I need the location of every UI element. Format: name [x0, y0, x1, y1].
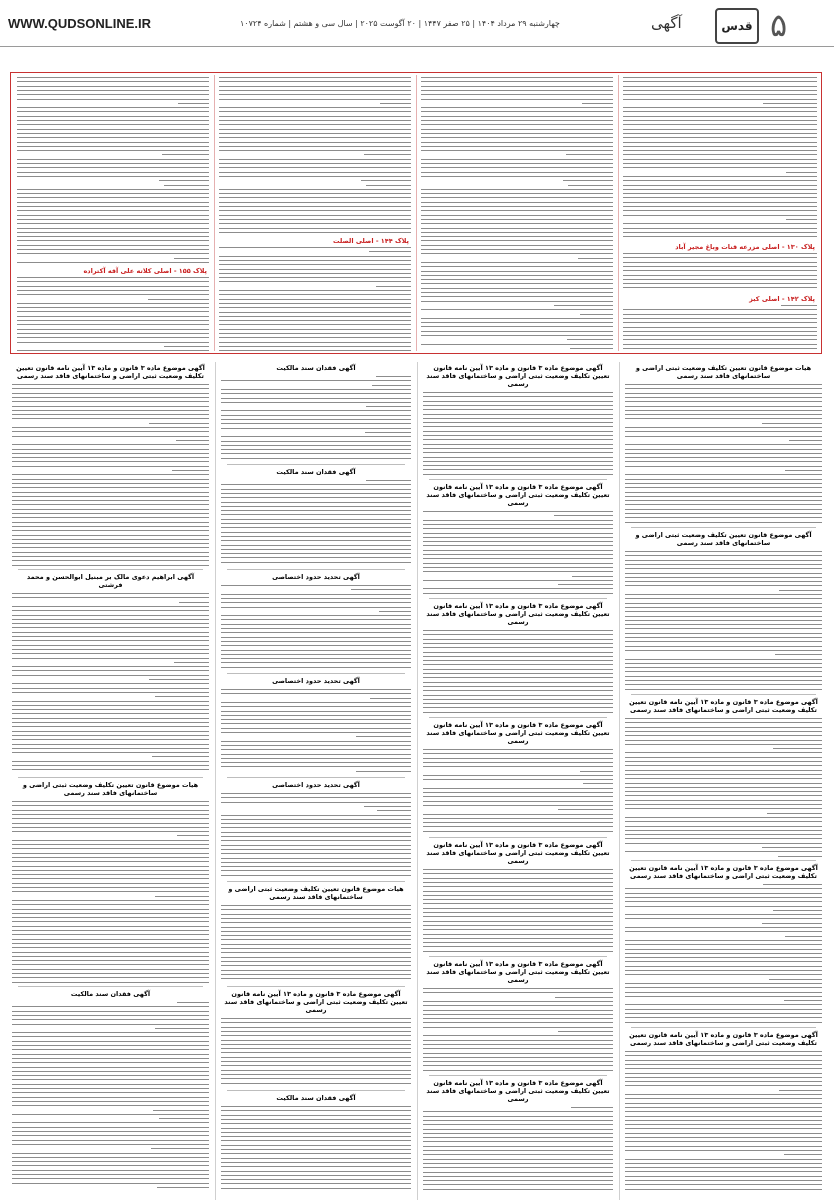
text-line: [421, 331, 613, 332]
text-line: [625, 1184, 822, 1185]
text-line: [221, 1140, 411, 1141]
text-line: [421, 81, 613, 82]
text-line: [625, 1103, 822, 1104]
text-line: [567, 339, 613, 340]
text-line: [219, 316, 411, 317]
text-line: [625, 1124, 822, 1125]
text-line: [580, 314, 613, 315]
section-title: آگهی: [651, 14, 682, 32]
text-line: [17, 277, 209, 278]
text-line: [155, 1028, 209, 1029]
text-line: [12, 1036, 209, 1037]
notice-heading: آگهی موضوع ماده ۳ قانون و ماده ۱۳ آیین نامه قانون تعیین تکلیف وضعیت ثبتی اراضی و ساختمانهای فاقد سند رسمی: [625, 864, 822, 880]
text-line: [625, 1167, 822, 1168]
text-line: [421, 275, 613, 276]
text-line: [421, 292, 613, 293]
notice-heading: آگهی موضوع ماده ۳ قانون و ماده ۱۳ آیین نامه قانون تعیین تکلیف وضعیت ثبتی اراضی و ساختمانهای فاقد سند رسمی: [423, 1079, 613, 1103]
text-line: [423, 1124, 613, 1125]
text-line: [421, 210, 613, 211]
text-line: [421, 318, 613, 319]
text-line: [625, 1068, 822, 1069]
text-line: [12, 1032, 209, 1033]
text-line: [12, 1183, 209, 1184]
text-line: [17, 329, 209, 330]
text-line: [421, 77, 613, 78]
text-line: [625, 1085, 822, 1086]
text-line: [17, 290, 209, 291]
text-line: [219, 260, 411, 261]
notice-heading: آگهی موضوع ماده ۳ قانون و ماده ۱۳ آیین نامه قانون تعیین تکلیف وضعیت ثبتی اراضی و ساختمانهای فاقد سند رسمی: [423, 960, 613, 984]
text-line: [421, 99, 613, 100]
text-line: [153, 1110, 209, 1111]
notice-heading: آگهی موضوع قانون تعیین تکلیف وضعیت ثبتی اراضی و ساختمانهای فاقد سند رسمی: [625, 531, 822, 547]
text-line: [12, 1075, 209, 1076]
text-line: [369, 251, 411, 252]
text-line: [221, 1119, 411, 1120]
plot-heading: پلاک ۱۳۰ - اصلی مزرعه قنات وباغ مجیر آباد: [675, 243, 815, 251]
text-line: [423, 1146, 613, 1147]
text-line: [421, 326, 613, 327]
text-line: [623, 309, 817, 310]
text-line: [423, 1141, 613, 1142]
registration-notices-box: [10, 72, 822, 354]
notice-column-1: [621, 362, 826, 1196]
notice-heading: آگهی تحدید حدود اختصاصی: [221, 677, 411, 685]
text-line: [625, 1133, 822, 1134]
plot-heading: پلاک ۱۵۵ - اصلی کلاته علی آقه آکتراده: [83, 267, 207, 275]
text-line: [12, 1049, 209, 1050]
notice-heading: آگهی فقدان سند مالکیت: [12, 990, 209, 998]
notice-heading: آگهی فقدان سند مالکیت: [221, 468, 411, 476]
text-line: [423, 1120, 613, 1121]
text-line: [12, 1041, 209, 1042]
text-line: [421, 189, 613, 190]
text-line: [221, 1115, 411, 1116]
text-line: [221, 1149, 411, 1150]
text-line: [421, 172, 613, 173]
text-line: [563, 180, 613, 181]
notice-column-2: [419, 362, 617, 1196]
notice-heading: آگهی موضوع ماده ۳ قانون و ماده ۱۳ آیین نامه قانون تعیین تکلیف وضعیت ثبتی اراضی و ساختمانهای فاقد سند رسمی: [625, 698, 822, 714]
text-line: [12, 1135, 209, 1136]
site-url[interactable]: WWW.QUDSONLINE.IR: [8, 16, 151, 31]
notice-heading: آگهی فقدان سند مالکیت: [221, 1094, 411, 1102]
text-line: [221, 1136, 411, 1137]
text-line: [12, 1006, 209, 1007]
text-line: [623, 344, 817, 345]
notice-heading: هیات موضوع قانون تعیین تکلیف وضعیت ثبتی اراضی و ساختمانهای فاقد سند رسمی: [625, 364, 822, 380]
plot-heading: پلاک ۱۴۲ - اصلی کبز: [749, 295, 815, 303]
text-line: [12, 1144, 209, 1145]
top-column-3: [215, 73, 415, 353]
text-line: [12, 1088, 209, 1089]
text-line: [623, 327, 817, 328]
top-column-1: [619, 73, 821, 353]
notice-heading: هیات موضوع قانون تعیین تکلیف وضعیت ثبتی اراضی و ساختمانهای فاقد سند رسمی: [221, 885, 411, 901]
text-line: [625, 1163, 822, 1164]
text-line: [17, 342, 209, 343]
text-line: [12, 1045, 209, 1046]
text-line: [421, 335, 613, 336]
text-line: [423, 1116, 613, 1117]
text-line: [421, 133, 613, 134]
notice-column-3: [217, 362, 415, 1196]
text-line: [623, 331, 817, 332]
text-line: [219, 247, 411, 248]
text-line: [164, 346, 209, 347]
text-line: [625, 1150, 822, 1151]
text-line: [423, 1133, 613, 1134]
notice-heading: آگهی موضوع ماده ۳ قانون و ماده ۱۳ آیین نامه قانون تعیین تکلیف وضعیت ثبتی اراضی و ساختمانهای فاقد سند رسمی: [423, 602, 613, 626]
text-line: [421, 176, 613, 177]
text-line: [421, 232, 613, 233]
text-line: [221, 1128, 411, 1129]
notice-body: [621, 362, 826, 1196]
text-line: [625, 1141, 822, 1142]
notice-heading: آگهی موضوع ماده ۳ قانون و ماده ۱۳ آیین نامه قانون تعیین تکلیف وضعیت ثبتی اراضی و ساختمانهای فاقد سند رسمی: [423, 841, 613, 865]
text-line: [421, 228, 613, 229]
text-line: [421, 253, 613, 254]
text-line: [12, 1092, 209, 1093]
text-line: [625, 1060, 822, 1061]
text-line: [423, 1172, 613, 1173]
text-line: [12, 1084, 209, 1085]
text-line: [421, 124, 613, 125]
text-line: [421, 202, 613, 203]
text-line: [219, 290, 411, 291]
text-line: [421, 249, 613, 250]
text-line: [421, 111, 613, 112]
text-line: [12, 1114, 209, 1115]
text-line: [421, 159, 613, 160]
text-line: [12, 1019, 209, 1020]
text-line: [582, 103, 613, 104]
text-line: [421, 240, 613, 241]
text-line: [148, 299, 209, 300]
text-line: [221, 1110, 411, 1111]
notice-column-4: [8, 362, 213, 1196]
text-line: [623, 318, 817, 319]
text-line: [421, 309, 613, 310]
text-line: [423, 1137, 613, 1138]
text-line: [421, 301, 613, 302]
notice-heading: آگهی ابراهیم دعوی مالک بر مبنیل ابوالحسن و محمد فرشتی: [12, 573, 209, 589]
text-line: [219, 303, 411, 304]
text-line: [423, 1150, 613, 1151]
text-line: [421, 215, 613, 216]
text-line: [421, 116, 613, 117]
text-line: [219, 273, 411, 274]
text-line: [421, 167, 613, 168]
text-line: [221, 1175, 411, 1176]
text-line: [12, 1054, 209, 1055]
text-line: [219, 337, 411, 338]
text-line: [17, 316, 209, 317]
text-line: [421, 296, 613, 297]
text-line: [421, 279, 613, 280]
text-line: [219, 350, 411, 351]
text-line: [12, 1067, 209, 1068]
text-line: [568, 185, 613, 186]
text-line: [12, 1011, 209, 1012]
text-line: [421, 288, 613, 289]
text-line: [625, 1189, 822, 1190]
text-line: [625, 1120, 822, 1121]
notice-body: [419, 362, 617, 1196]
text-line: [12, 1097, 209, 1098]
text-line: [219, 294, 411, 295]
text-line: [625, 1116, 822, 1117]
text-line: [423, 1163, 613, 1164]
text-line: [421, 107, 613, 108]
text-line: [17, 320, 209, 321]
text-line: [12, 1140, 209, 1141]
text-line: [151, 1148, 209, 1149]
text-line: [625, 1107, 822, 1108]
text-line: [623, 314, 817, 315]
newspaper-logo: قدس: [715, 8, 759, 44]
text-line: [625, 1064, 822, 1065]
text-line: [221, 1145, 411, 1146]
text-line: [554, 305, 613, 306]
text-line: [219, 307, 411, 308]
text-line: [17, 337, 209, 338]
text-line: [12, 1178, 209, 1179]
text-line: [12, 1161, 209, 1162]
text-line: [421, 206, 613, 207]
text-line: [570, 348, 613, 349]
text-line: [221, 1106, 411, 1107]
notice-heading: آگهی تحدید حدود اختصاصی: [221, 781, 411, 789]
notice-heading: آگهی موضوع ماده ۳ قانون و ماده ۱۳ آیین نامه قانون تعیین تکلیف وضعیت ثبتی اراضی و ساختمانهای فاقد سند رسمی: [12, 364, 209, 380]
text-line: [625, 1051, 822, 1052]
text-line: [625, 1171, 822, 1172]
text-line: [219, 312, 411, 313]
text-line: [784, 1154, 822, 1155]
text-line: [221, 1171, 411, 1172]
text-line: [625, 1055, 822, 1056]
text-line: [219, 269, 411, 270]
text-line: [376, 286, 411, 287]
text-line: [421, 344, 613, 345]
notice-heading: آگهی موضوع ماده ۳ قانون و ماده ۱۳ آیین نامه قانون تعیین تکلیف وضعیت ثبتی اراضی و ساختمانهای فاقد سند رسمی: [625, 1031, 822, 1047]
notice-body: [8, 362, 213, 1196]
text-line: [17, 294, 209, 295]
text-line: [423, 1180, 613, 1181]
text-line: [623, 322, 817, 323]
text-line: [623, 348, 817, 349]
text-line: [219, 299, 411, 300]
text-line: [17, 303, 209, 304]
text-line: [421, 219, 613, 220]
text-line: [423, 1129, 613, 1130]
text-line: [159, 1118, 209, 1119]
text-line: [566, 154, 613, 155]
text-line: [219, 324, 411, 325]
text-line: [12, 1071, 209, 1072]
text-line: [12, 1170, 209, 1171]
plot-heading: پلاک ۱۴۴ - اصلی الصلت: [332, 237, 409, 245]
text-line: [625, 1077, 822, 1078]
text-line: [221, 1183, 411, 1184]
text-line: [421, 266, 613, 267]
text-line: [625, 1159, 822, 1160]
text-line: [219, 333, 411, 334]
page-header: [0, 0, 834, 47]
text-line: [219, 277, 411, 278]
text-line: [625, 1128, 822, 1129]
text-line: [12, 1157, 209, 1158]
text-line: [421, 193, 613, 194]
text-line: [421, 90, 613, 91]
text-line: [221, 1166, 411, 1167]
text-line: [12, 1105, 209, 1106]
text-line: [421, 236, 613, 237]
text-line: [12, 1079, 209, 1080]
text-line: [421, 129, 613, 130]
text-line: [623, 339, 817, 340]
text-line: [625, 1176, 822, 1177]
text-line: [12, 1015, 209, 1016]
text-line: [12, 1174, 209, 1175]
text-line: [625, 1094, 822, 1095]
text-line: [625, 1180, 822, 1181]
page-number: ۵: [770, 7, 788, 43]
notice-heading: آگهی تحدید حدود اختصاصی: [221, 573, 411, 581]
text-line: [12, 1024, 209, 1025]
text-line: [625, 1137, 822, 1138]
text-line: [421, 262, 613, 263]
text-line: [625, 1081, 822, 1082]
text-line: [421, 86, 613, 87]
text-line: [421, 271, 613, 272]
text-line: [423, 1167, 613, 1168]
text-line: [17, 281, 209, 282]
text-line: [421, 322, 613, 323]
text-line: [219, 329, 411, 330]
text-line: [623, 335, 817, 336]
column-divider: [417, 362, 418, 1200]
text-line: [12, 1165, 209, 1166]
text-line: [177, 1002, 209, 1003]
text-line: [625, 1098, 822, 1099]
column-divider: [215, 362, 216, 1200]
text-line: [421, 120, 613, 121]
text-line: [17, 307, 209, 308]
text-line: [625, 1146, 822, 1147]
text-line: [421, 150, 613, 151]
notice-heading: آگهی موضوع ماده ۳ قانون و ماده ۱۳ آیین نامه قانون تعیین تکلیف وضعیت ثبتی اراضی و ساختمانهای فاقد سند رسمی: [423, 721, 613, 745]
text-line: [219, 256, 411, 257]
text-line: [17, 350, 209, 351]
text-line: [17, 311, 209, 312]
text-line: [219, 342, 411, 343]
text-line: [221, 1188, 411, 1189]
text-line: [423, 1154, 613, 1155]
notice-heading: آگهی موضوع ماده ۳ قانون و ماده ۱۳ آیین نامه قانون تعیین تکلیف وضعیت ثبتی اراضی و ساختمانهای فاقد سند رسمی: [423, 483, 613, 507]
text-line: [221, 1123, 411, 1124]
text-line: [17, 333, 209, 334]
text-line: [219, 264, 411, 265]
text-line: [625, 1073, 822, 1074]
text-line: [423, 1111, 613, 1112]
text-line: [578, 258, 613, 259]
text-line: [17, 324, 209, 325]
text-line: [571, 1107, 613, 1108]
text-line: [423, 1176, 613, 1177]
text-line: [421, 94, 613, 95]
text-line: [157, 1187, 209, 1188]
text-line: [423, 1189, 613, 1190]
notice-body: [217, 362, 415, 1196]
notice-heading: هیات موضوع قانون تعیین تکلیف وضعیت ثبتی اراضی و ساختمانهای فاقد سند رسمی: [12, 781, 209, 797]
text-line: [219, 320, 411, 321]
issue-date-line: چهارشنبه ۲۹ مرداد ۱۴۰۴ | ۲۵ صفر ۱۴۴۷ | ۲۰ آگوست ۲۰۲۵ | سال سی و هشتم | شماره ۱۰۷۲۴: [240, 19, 560, 28]
text-line: [421, 163, 613, 164]
text-line: [12, 1127, 209, 1128]
text-line: [17, 286, 209, 287]
text-line: [423, 1184, 613, 1185]
text-line: [12, 1101, 209, 1102]
text-line: [421, 197, 613, 198]
text-line: [219, 346, 411, 347]
text-line: [421, 142, 613, 143]
text-line: [221, 1153, 411, 1154]
text-line: [779, 1090, 822, 1091]
text-line: [221, 1132, 411, 1133]
top-column-2: [417, 73, 617, 353]
notice-heading: آگهی موضوع ماده ۳ قانون و ماده ۱۳ آیین نامه قانون تعیین تکلیف وضعیت ثبتی اراضی و ساختمانهای فاقد سند رسمی: [221, 990, 411, 1014]
text-line: [421, 283, 613, 284]
notice-heading: آگهی فقدان سند مالکیت: [221, 364, 411, 372]
text-line: [423, 1159, 613, 1160]
notice-heading: آگهی موضوع ماده ۳ قانون و ماده ۱۳ آیین نامه قانون تعیین تکلیف وضعیت ثبتی اراضی و ساختمانهای فاقد سند رسمی: [423, 364, 613, 388]
text-line: [221, 1158, 411, 1159]
column-divider: [619, 362, 620, 1200]
text-line: [12, 1058, 209, 1059]
text-line: [421, 245, 613, 246]
text-line: [221, 1162, 411, 1163]
text-line: [781, 305, 817, 306]
text-line: [421, 146, 613, 147]
text-line: [421, 137, 613, 138]
text-line: [12, 1062, 209, 1063]
text-line: [12, 1131, 209, 1132]
text-line: [421, 223, 613, 224]
text-line: [12, 1122, 209, 1123]
top-column-4: [13, 73, 213, 353]
text-line: [12, 1153, 209, 1154]
text-line: [221, 1179, 411, 1180]
text-line: [625, 1111, 822, 1112]
text-line: [219, 281, 411, 282]
